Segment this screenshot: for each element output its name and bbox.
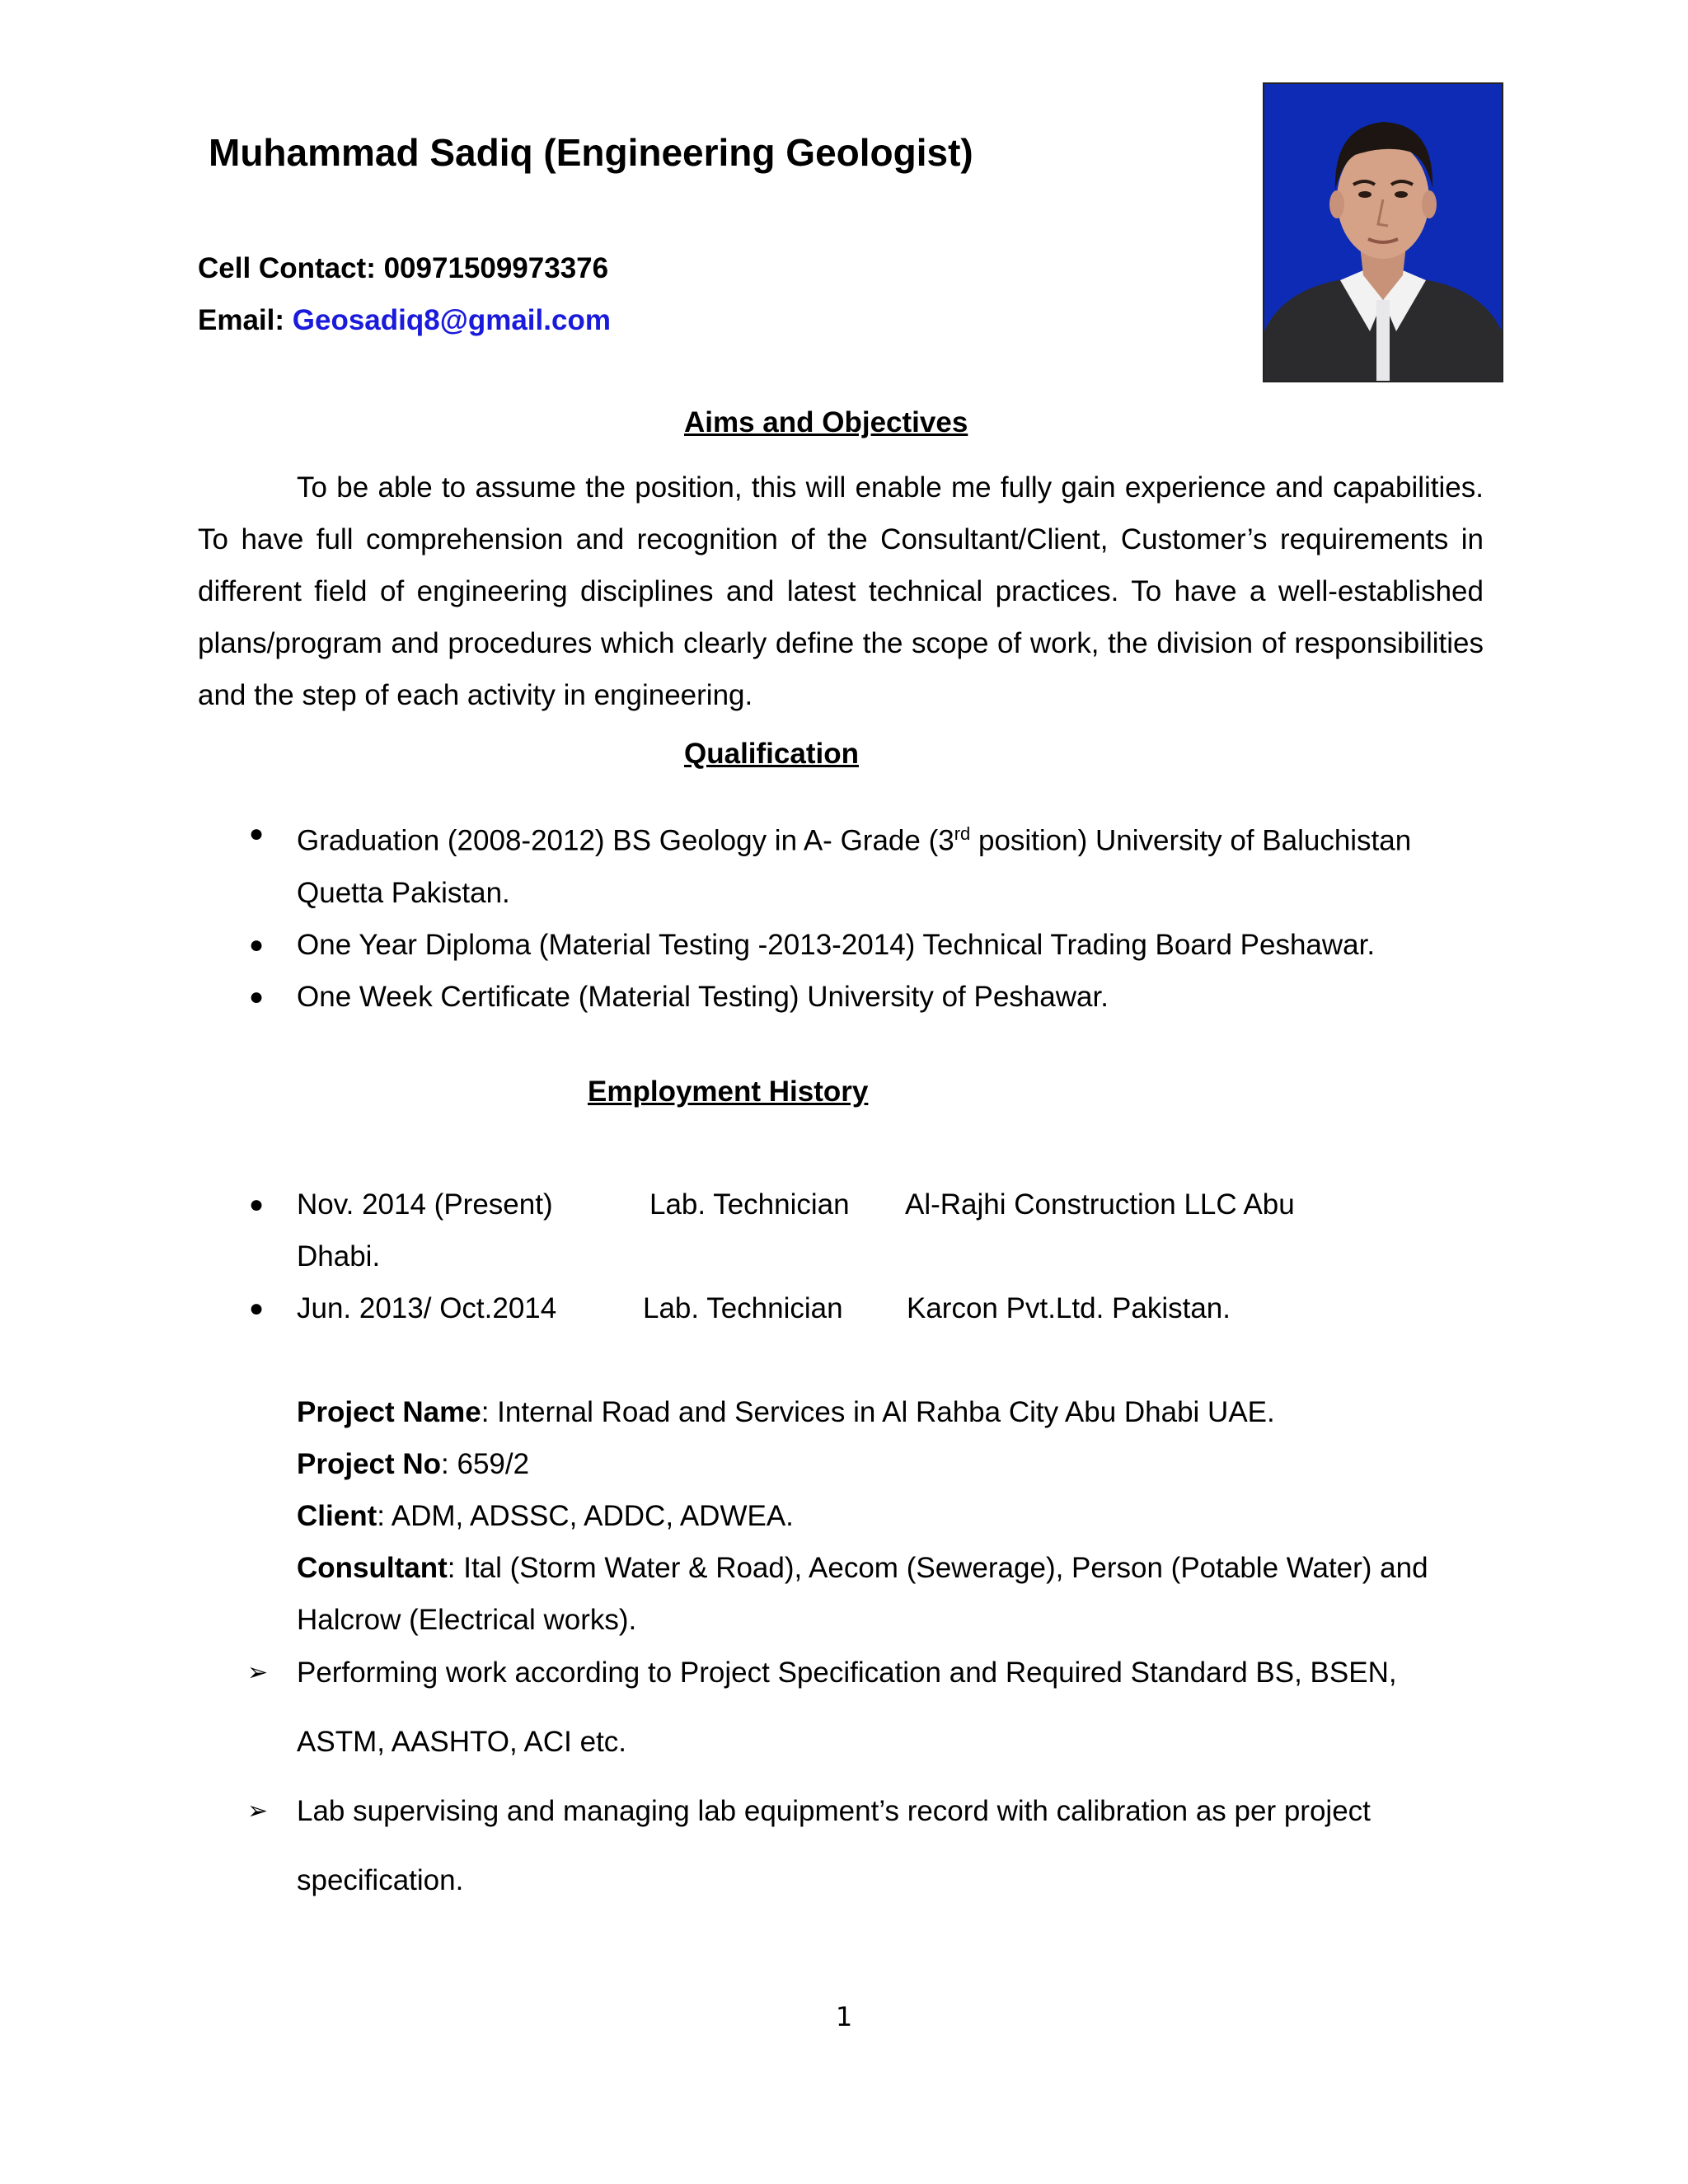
project-number: Project No: 659/2 xyxy=(297,1448,530,1480)
page-number: 1 xyxy=(835,2001,853,2032)
email-contact xyxy=(198,304,611,337)
qualification-heading: Qualification xyxy=(684,738,859,770)
bullet-dot-icon: ● xyxy=(249,1191,265,1218)
email-label: Email: xyxy=(198,304,293,336)
cell-contact xyxy=(198,252,608,285)
bullet-dot-icon: ● xyxy=(249,982,265,1010)
job-company: Al-Rajhi Construction LLC Abu xyxy=(905,1188,1295,1221)
qualification-item: ● Graduation (2008-2012) BS Geology in A- Grade (3rd position) University of Baluchistan Quetta Pakistan. xyxy=(0,808,1484,919)
arrow-bullet-icon: ➢ xyxy=(247,1797,269,1825)
project-name: Project Name: Internal Road and Services in Al Rahba City Abu Dhabi UAE. xyxy=(297,1396,1275,1428)
bullet-dot-icon: ● xyxy=(249,1295,265,1322)
project-consultant: Consultant: Ital (Storm Water & Road), Aecom (Sewerage), Person (Potable Water) and Halcrow (Electrical works). xyxy=(297,1552,1428,1636)
email-link[interactable]: Geosadiq8@gmail.com xyxy=(292,304,611,336)
job-date: Jun. 2013/ Oct.2014 xyxy=(297,1292,557,1324)
job-date: Nov. 2014 (Present) xyxy=(297,1188,553,1221)
project-client: Client: ADM, ADSSC, ADDC, ADWEA. xyxy=(297,1500,794,1532)
job-company-continued: Dhabi. xyxy=(297,1240,381,1272)
qualification-list xyxy=(0,808,1484,1023)
arrow-bullet-icon: ➢ xyxy=(247,1659,269,1686)
employment-heading: Employment History xyxy=(588,1076,869,1108)
task-item: Performing work according to Project Specification and Required Standard BS, BSEN, ASTM, AASHTO, ACI etc. xyxy=(297,1657,1397,1758)
bullet-dot-icon: ● xyxy=(249,930,265,958)
cell-label: Cell Contact: xyxy=(198,252,384,284)
qualification-item: ● One Year Diploma (Material Testing -2013-2014) Technical Trading Board Peshawar. xyxy=(0,919,1484,971)
job-role: Lab. Technician xyxy=(643,1292,843,1324)
profile-photo xyxy=(1263,82,1503,382)
aims-heading: Aims and Objectives xyxy=(684,406,968,438)
job-role: Lab. Technician xyxy=(649,1188,850,1221)
portrait-image xyxy=(1264,84,1502,381)
cell-value: 00971509973376 xyxy=(383,252,609,284)
bullet-dot-icon: ● xyxy=(249,820,265,847)
job-company: Karcon Pvt.Ltd. Pakistan. xyxy=(907,1292,1231,1324)
aims-paragraph: To be able to assume the position, this will enable me fully gain experience and capabilities. To have full comprehension and recognition of the Consultant/Client, Customer’s requirements in different field of engineering disciplines and latest technical practices. To have a well-established plans/program and procedures which clearly define the scope of work, the division of responsibilities and the step of each activity in engineering. xyxy=(198,471,1484,711)
task-item: Lab supervising and managing lab equipment’s record with calibration as per project specification. xyxy=(297,1795,1371,1896)
qualification-item: ● One Week Certificate (Material Testing) University of Peshawar. xyxy=(0,971,1484,1023)
candidate-name: Muhammad Sadiq (Engineering Geologist) xyxy=(209,131,973,174)
